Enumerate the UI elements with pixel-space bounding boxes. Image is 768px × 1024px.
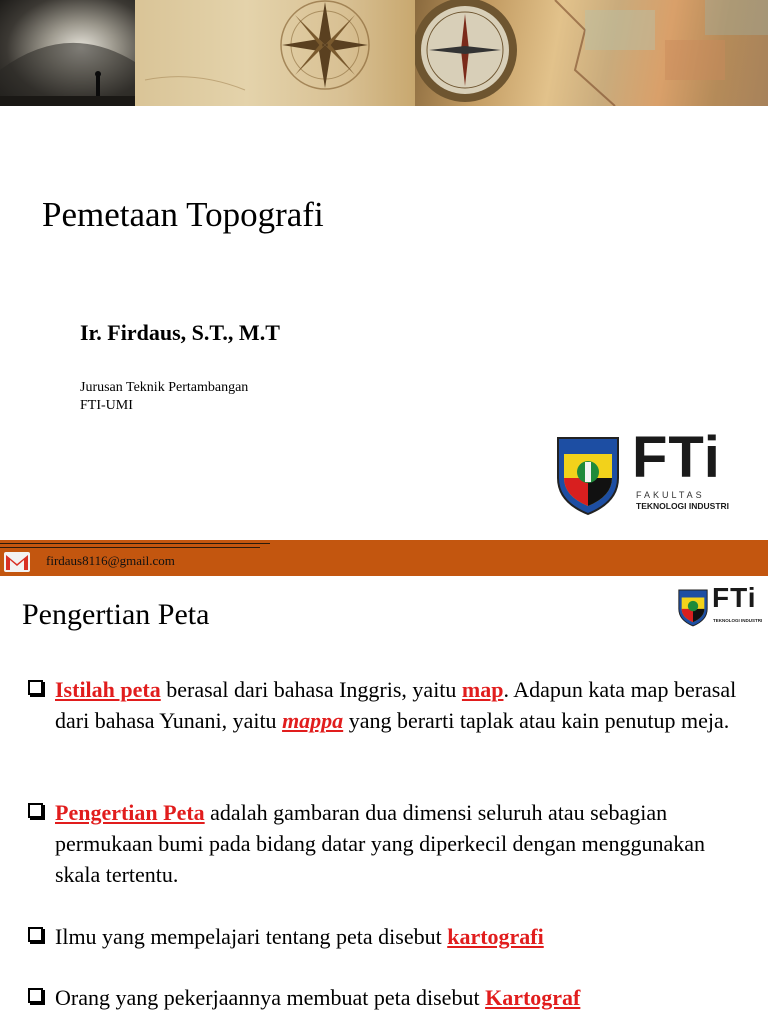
logo-line-teknologi-industri: TEKNOLOGI INDUSTRI <box>713 618 763 623</box>
presentation-title: Pemetaan Topografi <box>42 195 324 234</box>
footer-divider-line <box>0 543 270 544</box>
contact-email-link[interactable]: firdaus8116@gmail.com <box>46 553 175 568</box>
mine-tunnel-photo <box>0 0 135 106</box>
header-banner-image <box>0 0 768 106</box>
compass-rose-parchment <box>135 0 415 106</box>
term-map: map <box>461 677 504 702</box>
bullet-text-part: . Adapun kata map berasal dari bahasa Yunani, yaitu <box>55 677 737 733</box>
university-shield-icon <box>676 587 710 627</box>
slide-title: Pengertian Peta <box>22 598 210 631</box>
university-shield-icon <box>552 432 624 516</box>
bullet-text-part: Ilmu yang mempelajari tentang peta disebut <box>55 924 448 949</box>
bullet-text-part: adalah gambaran dua dimensi seluruh atau sebagian permukaan bumi pada bidang datar yang diperkecil dengan menggunakan skala tertentu. <box>55 800 705 887</box>
checkbox-bullet-icon <box>28 680 43 695</box>
term-pengertian-peta: Pengertian Peta <box>55 800 205 825</box>
logo-line-teknologi-industri: TEKNOLOGI INDUSTRI <box>636 501 730 511</box>
tunnel-figure-icon <box>0 0 135 106</box>
checkbox-bullet-icon <box>28 803 43 818</box>
logo-line-fakultas: FAKULTAS <box>636 490 705 500</box>
compass-rose-icon <box>135 0 415 106</box>
bullet-text <box>55 797 748 890</box>
checkbox-bullet-icon <box>28 927 43 942</box>
brass-compass-icon <box>415 0 768 106</box>
bullet-item-pengertian-peta <box>28 797 748 890</box>
gmail-icon <box>4 552 30 572</box>
term-kartograf: Kartograf <box>485 985 581 1010</box>
bullet-text <box>55 982 748 1013</box>
fti-wordmark: FTi <box>632 425 721 490</box>
bullet-item-kartografi <box>28 921 748 952</box>
bullet-text-part: berasal dari bahasa Inggris, yaitu <box>160 677 462 702</box>
bullet-text-part: yang berarti taplak atau kain penutup meja. <box>343 708 730 733</box>
checkbox-bullet-icon <box>28 988 43 1003</box>
fti-logo <box>552 425 742 516</box>
bullet-text <box>55 674 748 736</box>
old-map-compass-photo <box>415 0 768 106</box>
footer-divider-line <box>0 547 260 548</box>
bullet-text <box>55 921 748 952</box>
fti-logo-small <box>676 582 763 628</box>
bullet-item-istilah-peta <box>28 674 748 736</box>
bullet-text-part: Orang yang pekerjaannya membuat peta disebut <box>55 985 486 1010</box>
term-mappa: mappa <box>282 708 344 733</box>
content-slide <box>0 576 768 1024</box>
author-name: Ir. Firdaus, S.T., M.T <box>80 320 280 345</box>
bullet-item-kartograf <box>28 982 748 1013</box>
fti-wordmark: FTi <box>712 582 757 613</box>
department-name: Jurusan Teknik Pertambangan <box>80 380 249 395</box>
faculty-name: FTI-UMI <box>80 398 133 413</box>
term-kartografi: kartografi <box>447 924 544 949</box>
term-istilah-peta: Istilah peta <box>55 677 161 702</box>
